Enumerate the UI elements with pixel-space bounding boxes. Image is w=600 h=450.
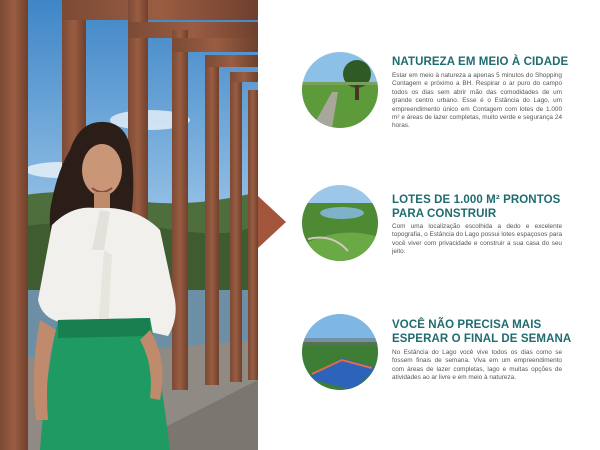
feature-lots-text: Com uma localização escolhida a dedo e excelente topografia, o Estância do Lago possui lotes espaçosos para você viver com privacidade e construir a sua casa do seu jeito. [392,223,562,256]
aerial-lots-illustration [302,185,378,261]
feature-nature [302,52,572,152]
feature-lots [302,185,572,275]
feature-nature-text: Estar em meio à natureza a apenas 5 minutos do Shopping Contagem e próximo a BH. Respirar o ar puro do campo todos os dias sem abrir mão das comodidades de um grande centro urbano. Esse é o Estância do Lago, um empreendimento único em Contagem com lotes de 1.000 m² e áreas de lazer completas, muito verde e segurança 24 horas. [392,72,562,130]
feature-weekend-text: No Estância do Lago você vive todos os dias como se fossem finais de semana. Viva em um empreendimento com áreas de lazer completas, lago e muitas opções de atividades ao ar livre e em meio à natureza. [392,349,562,382]
section-arrow [258,196,286,248]
hero-photo [0,0,258,450]
feature-lots-title: LOTES DE 1.000 M² PRONTOS PARA CONSTRUIR [392,194,561,220]
path-garden-illustration [302,52,378,128]
feature-weekend [302,314,572,404]
feature-nature-title: NATUREZA EM MEIO À CIDADE [392,56,569,68]
feature-lots-photo [302,185,378,261]
sports-court-illustration [302,314,378,390]
feature-weekend-photo [302,314,378,390]
hero-photo-illustration [0,0,258,450]
feature-nature-photo [302,52,378,128]
feature-weekend-title: VOCÊ NÃO PRECISA MAIS ESPERAR O FINAL DE SEMANA [392,319,572,345]
